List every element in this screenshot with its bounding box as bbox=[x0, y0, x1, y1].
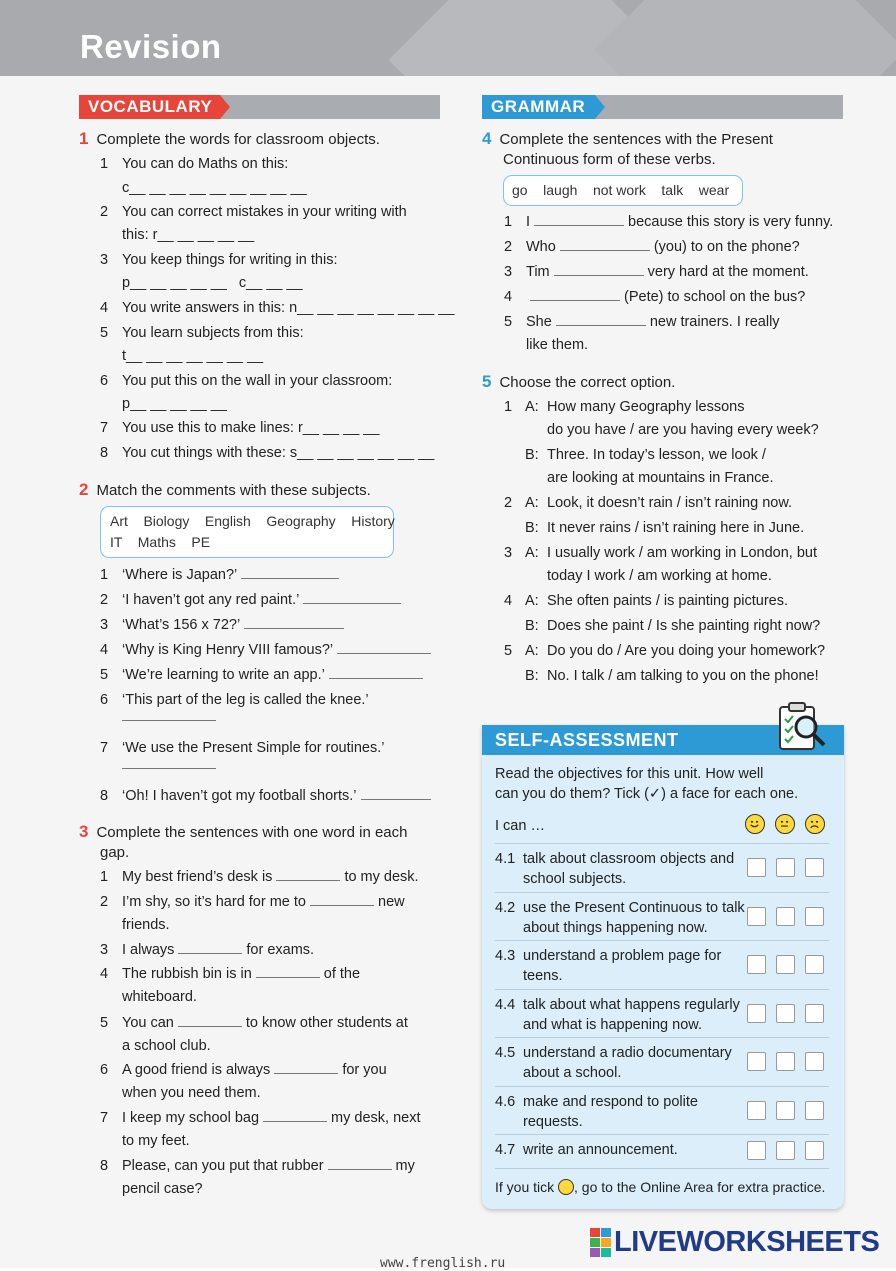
q3-item-continued: to my feet. bbox=[122, 1133, 190, 1149]
q3-item: 2 I’m shy, so it’s hard for me to new bbox=[100, 894, 405, 910]
self-assessment-row bbox=[495, 892, 829, 941]
self-footer: If you tick , go to the Online Area for extra practice. bbox=[495, 1179, 826, 1195]
sad-checkbox[interactable] bbox=[805, 1101, 824, 1120]
brand-name: LIVEWORKSHEETS bbox=[614, 1226, 880, 1258]
q3-answer-blank[interactable] bbox=[276, 868, 340, 881]
q2-prompt: 2 Match the comments with these subjects. bbox=[79, 480, 371, 499]
q3-item: 8 Please, can you put that rubber my bbox=[100, 1158, 415, 1174]
objective-number: 4.5 bbox=[495, 1045, 516, 1061]
happy-checkbox[interactable] bbox=[747, 1101, 766, 1120]
q2-item: 4 ‘Why is King Henry VIII famous?’ bbox=[100, 641, 435, 659]
q1-prompt: 1 Complete the words for classroom objects. bbox=[79, 129, 380, 148]
subjects-box bbox=[100, 506, 394, 558]
q3-item-continued: pencil case? bbox=[122, 1181, 203, 1197]
q2-answer-blank[interactable] bbox=[329, 666, 423, 679]
q4-item: 1 I because this story is very funny. bbox=[504, 214, 834, 230]
q2-item: 2 ‘I haven’t got any red paint.’ bbox=[100, 591, 405, 609]
neutral-checkbox[interactable] bbox=[776, 1141, 795, 1160]
q3-answer-blank[interactable] bbox=[263, 1109, 327, 1122]
objective-text-continued: school subjects. bbox=[523, 871, 627, 887]
sad-checkbox[interactable] bbox=[805, 907, 824, 926]
self-assessment-panel bbox=[482, 725, 844, 1209]
self-assessment-row bbox=[495, 1086, 829, 1135]
q5-option-line[interactable]: It never rains / isn’t raining here in June. bbox=[547, 520, 805, 536]
q1-answer-field[interactable]: c__ __ __ __ __ __ __ __ __ bbox=[122, 180, 307, 196]
clipboard-magnifier-icon bbox=[774, 697, 832, 755]
neutral-checkbox[interactable] bbox=[776, 1101, 795, 1120]
self-intro-1: Read the objectives for this unit. How well bbox=[495, 766, 764, 782]
q5-option-line[interactable]: Look, it doesn’t rain / isn’t raining now. bbox=[547, 495, 793, 511]
objective-text-continued: about things happening now. bbox=[523, 920, 708, 936]
happy-checkbox[interactable] bbox=[747, 1141, 766, 1160]
q3-item-continued: when you need them. bbox=[122, 1085, 261, 1101]
neutral-checkbox[interactable] bbox=[776, 1004, 795, 1023]
q5-prompt: 5 Choose the correct option. bbox=[482, 372, 676, 391]
brand-blocks-icon bbox=[590, 1228, 612, 1258]
self-assessment-row bbox=[495, 940, 829, 989]
q3-item: 1 My best friend’s desk is to my desk. bbox=[100, 869, 419, 885]
objective-text: talk about what happens regularly bbox=[523, 997, 740, 1013]
q3-item-continued: friends. bbox=[122, 917, 170, 933]
sad-face-icon bbox=[805, 814, 825, 834]
q5-speaker: A: bbox=[525, 399, 539, 415]
q4-item-continued: like them. bbox=[526, 337, 589, 353]
self-intro-2: can you do them? Tick (✓) a face for each one. bbox=[495, 786, 799, 802]
q1-item: 5 You learn subjects from this: bbox=[100, 325, 304, 341]
q2-item: 3 ‘What’s 156 x 72?’ bbox=[100, 616, 348, 634]
sad-checkbox[interactable] bbox=[805, 955, 824, 974]
objective-text: talk about classroom objects and bbox=[523, 851, 735, 867]
q1-answer-field[interactable]: p__ __ __ __ __ c__ __ __ bbox=[122, 275, 303, 291]
q1-item: 6 You put this on the wall in your classroom: bbox=[100, 373, 393, 389]
q5-option-line[interactable]: I usually work / am working in London, but bbox=[547, 545, 817, 561]
q2-answer-blank[interactable] bbox=[241, 566, 339, 579]
q5-speaker: A: bbox=[525, 643, 539, 659]
q2-item: 7 ‘We use the Present Simple for routines.’ bbox=[100, 740, 385, 756]
happy-face-icon bbox=[745, 814, 765, 834]
q2-answer-blank[interactable] bbox=[122, 767, 216, 769]
q5-option-line[interactable]: How many Geography lessons bbox=[547, 399, 745, 415]
q3-item-continued: whiteboard. bbox=[122, 989, 197, 1005]
verbs-box bbox=[503, 175, 743, 206]
neutral-checkbox[interactable] bbox=[776, 907, 795, 926]
q4-answer-blank[interactable] bbox=[534, 213, 624, 226]
q5-speaker: A: bbox=[525, 545, 539, 561]
q2-item: 5 ‘We’re learning to write an app.’ bbox=[100, 666, 427, 684]
q4-item: 3 Tim very hard at the moment. bbox=[504, 264, 809, 280]
q4-item: 4 (Pete) to school on the bus? bbox=[504, 289, 806, 305]
q3-item-continued: a school club. bbox=[122, 1038, 211, 1054]
q1-answer-field[interactable]: this: r__ __ __ __ __ bbox=[122, 227, 255, 243]
self-assessment-row bbox=[495, 989, 829, 1038]
q5-item-number: 3 bbox=[504, 545, 513, 561]
q1-answer-field[interactable]: p__ __ __ __ __ bbox=[122, 396, 227, 412]
objective-text-continued: about a school. bbox=[523, 1065, 622, 1081]
q3-answer-blank[interactable] bbox=[310, 893, 374, 906]
q2-item: 6 ‘This part of the leg is called the knee.’ bbox=[100, 692, 369, 708]
q3-answer-blank[interactable] bbox=[274, 1061, 338, 1074]
happy-checkbox[interactable] bbox=[747, 955, 766, 974]
q5-option-line[interactable]: are looking at mountains in France. bbox=[547, 470, 774, 486]
q1-item: 3 You keep things for writing in this: bbox=[100, 252, 338, 268]
objective-number: 4.7 bbox=[495, 1142, 516, 1158]
page-title: Revision bbox=[80, 28, 222, 65]
self-assessment-row bbox=[495, 843, 829, 892]
happy-checkbox[interactable] bbox=[747, 858, 766, 877]
happy-checkbox[interactable] bbox=[747, 1004, 766, 1023]
q4-item: 2 Who (you) to on the phone? bbox=[504, 239, 800, 255]
neutral-checkbox[interactable] bbox=[776, 858, 795, 877]
q3-answer-blank[interactable] bbox=[256, 965, 320, 978]
q3-answer-blank[interactable] bbox=[178, 1014, 242, 1027]
q2-answer-blank[interactable] bbox=[361, 787, 431, 800]
i-can-label: I can … bbox=[495, 818, 545, 834]
q5-speaker: B: bbox=[525, 618, 539, 634]
q3-item: 5 You can to know other students at bbox=[100, 1015, 408, 1031]
objective-text-continued: and what is happening now. bbox=[523, 1017, 702, 1033]
grammar-header: GRAMMAR bbox=[482, 95, 843, 119]
sad-checkbox[interactable] bbox=[805, 858, 824, 877]
q5-option-line[interactable]: No. I talk / am talking to you on the phone! bbox=[547, 668, 819, 684]
verbs-list: go laugh not work talk wear bbox=[512, 182, 730, 198]
q2-item: 1 ‘Where is Japan?’ bbox=[100, 566, 343, 584]
objective-number: 4.3 bbox=[495, 948, 516, 964]
objective-number: 4.1 bbox=[495, 851, 516, 867]
q5-item-number: 2 bbox=[504, 495, 513, 511]
q5-option-line[interactable]: Does she paint / Is she painting right now? bbox=[547, 618, 821, 634]
q5-option-line[interactable]: Three. In today’s lesson, we look / bbox=[547, 447, 766, 463]
objective-text-continued: requests. bbox=[523, 1114, 583, 1130]
q1-item: 2 You can correct mistakes in your writing with bbox=[100, 204, 407, 220]
objective-text: understand a problem page for bbox=[523, 948, 722, 964]
site-footer: www.frenglish.ru bbox=[380, 1256, 506, 1271]
q5-speaker: A: bbox=[525, 495, 539, 511]
q5-speaker: B: bbox=[525, 668, 539, 684]
q5-speaker: A: bbox=[525, 593, 539, 609]
q5-option-line[interactable]: Do you do / Are you doing your homework? bbox=[547, 643, 826, 659]
q2-answer-blank[interactable] bbox=[337, 641, 431, 654]
q1-item: 7 You use this to make lines: r__ __ __ __ bbox=[100, 420, 380, 436]
sad-checkbox[interactable] bbox=[805, 1141, 824, 1160]
objective-number: 4.4 bbox=[495, 997, 516, 1013]
vocabulary-header: VOCABULARY bbox=[79, 95, 440, 119]
q4-prompt: 4 Complete the sentences with the Present Continuous form of these verbs. bbox=[482, 129, 773, 168]
q3-answer-blank[interactable] bbox=[178, 941, 242, 954]
subjects-line-2: IT Maths PE bbox=[110, 534, 211, 550]
q2-answer-blank[interactable] bbox=[244, 616, 344, 629]
q3-item: 7 I keep my school bag my desk, next bbox=[100, 1110, 421, 1126]
neutral-face-icon bbox=[775, 814, 795, 834]
q4-answer-blank[interactable] bbox=[554, 263, 644, 276]
neutral-checkbox[interactable] bbox=[776, 1052, 795, 1071]
q3-item: 3 I always for exams. bbox=[100, 942, 315, 958]
objective-number: 4.2 bbox=[495, 900, 516, 916]
sad-checkbox[interactable] bbox=[805, 1004, 824, 1023]
q5-option-line[interactable]: today I work / am working at home. bbox=[547, 568, 772, 584]
q4-item: 5 She new trainers. I really bbox=[504, 314, 780, 330]
q4-answer-blank[interactable] bbox=[560, 238, 650, 251]
objective-text: write an announcement. bbox=[523, 1142, 678, 1158]
objective-text: use the Present Continuous to talk bbox=[523, 900, 745, 916]
q3-item: 6 A good friend is always for you bbox=[100, 1062, 387, 1078]
self-assessment-header: SELF-ASSESSMENT bbox=[482, 725, 844, 755]
self-assessment-row bbox=[495, 1134, 829, 1183]
objective-text-continued: teens. bbox=[523, 968, 563, 984]
q2-answer-blank[interactable] bbox=[122, 719, 216, 721]
sad-face-small-icon bbox=[558, 1179, 574, 1195]
q1-item: 4 You write answers in this: n__ __ __ __ __ __ __ __ bbox=[100, 300, 455, 316]
happy-checkbox[interactable] bbox=[747, 907, 766, 926]
q5-option-line[interactable]: do you have / are you having every week? bbox=[547, 422, 819, 438]
q3-prompt: 3 Complete the sentences with one word in each gap. bbox=[79, 822, 408, 861]
q1-item: 1 You can do Maths on this: bbox=[100, 156, 289, 172]
q3-answer-blank[interactable] bbox=[328, 1157, 392, 1170]
self-assessment-row bbox=[495, 1037, 829, 1086]
q1-item: 8 You cut things with these: s__ __ __ __ __ __ __ bbox=[100, 445, 435, 461]
objective-number: 4.6 bbox=[495, 1094, 516, 1110]
q5-item-number: 5 bbox=[504, 643, 513, 659]
q1-answer-field[interactable]: t__ __ __ __ __ __ __ bbox=[122, 348, 264, 364]
q3-item: 4 The rubbish bin is in of the bbox=[100, 966, 361, 982]
objective-text: make and respond to polite bbox=[523, 1094, 698, 1110]
q2-item: 8 ‘Oh! I haven’t got my football shorts.’ bbox=[100, 787, 435, 805]
q5-speaker: B: bbox=[525, 520, 539, 536]
page-banner bbox=[0, 0, 896, 76]
q5-option-line[interactable]: She often paints / is painting pictures. bbox=[547, 593, 789, 609]
q5-item-number: 1 bbox=[504, 399, 513, 415]
q4-answer-blank[interactable] bbox=[530, 288, 620, 301]
happy-checkbox[interactable] bbox=[747, 1052, 766, 1071]
self-assessment-divider bbox=[495, 1168, 829, 1169]
neutral-checkbox[interactable] bbox=[776, 955, 795, 974]
objective-text: understand a radio documentary bbox=[523, 1045, 732, 1061]
q5-item-number: 4 bbox=[504, 593, 513, 609]
subjects-line-1: Art Biology English Geography History bbox=[110, 513, 395, 529]
sad-checkbox[interactable] bbox=[805, 1052, 824, 1071]
q2-answer-blank[interactable] bbox=[303, 591, 401, 604]
q4-answer-blank[interactable] bbox=[556, 313, 646, 326]
q5-speaker: B: bbox=[525, 447, 539, 463]
